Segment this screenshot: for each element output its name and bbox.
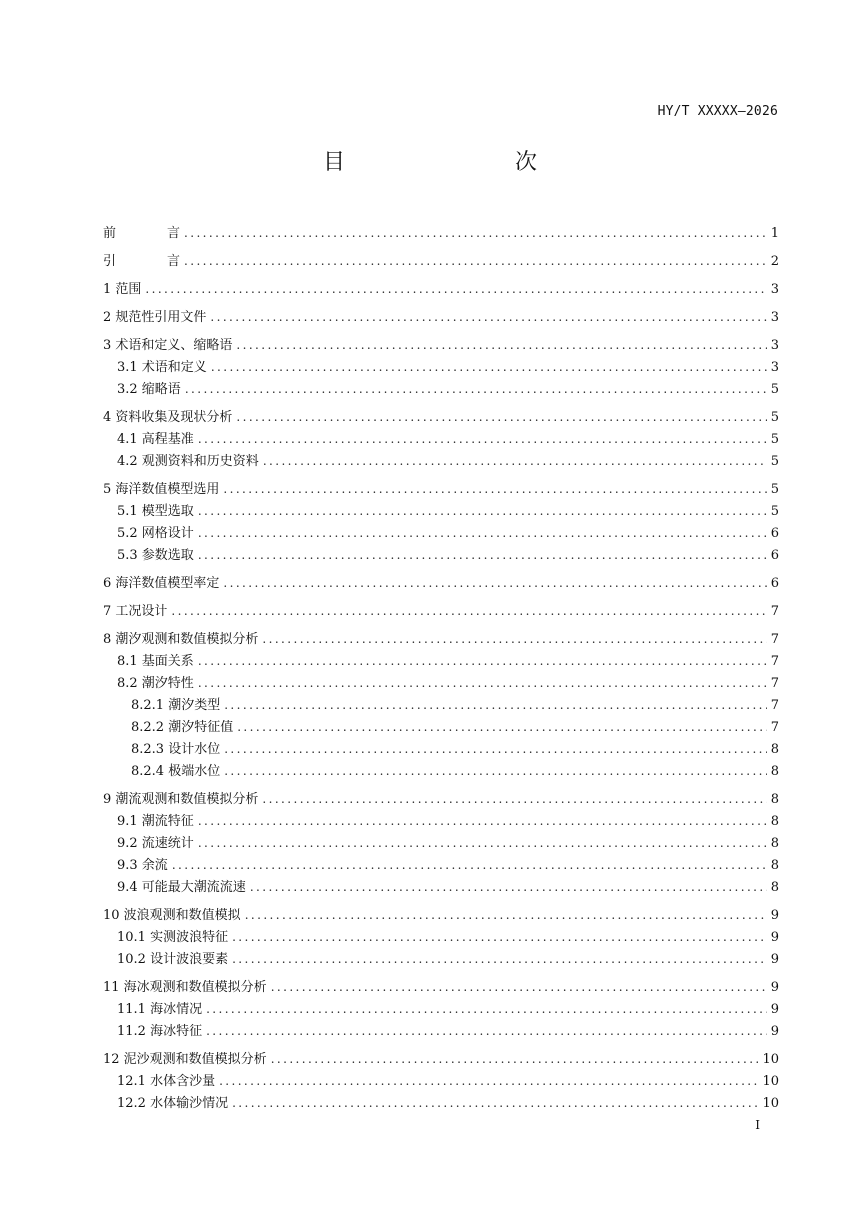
toc-entry[interactable] [103, 278, 779, 300]
toc-entry-page: 5 [770, 410, 779, 425]
dot-leader [223, 478, 766, 500]
dot-leader [223, 572, 766, 594]
toc-entry-label: 9 潮流观测和数值模拟分析 [103, 792, 259, 807]
toc-entry-label: 12 泥沙观测和数值模拟分析 [103, 1052, 267, 1067]
toc-entry[interactable] [103, 572, 779, 594]
toc-entry-page: 3 [770, 338, 779, 353]
toc-entry[interactable] [103, 854, 779, 876]
dot-leader [236, 334, 766, 356]
dot-leader [250, 876, 767, 898]
toc-entry-page: 5 [770, 432, 779, 447]
toc-entry-label: 11.1 海冰情况 [117, 1002, 203, 1017]
toc-entry-label: 11 海冰观测和数值模拟分析 [103, 980, 267, 995]
toc-entry-label: 5.1 模型选取 [117, 504, 194, 519]
toc-entry-page: 9 [770, 952, 779, 967]
dot-leader [232, 926, 767, 948]
toc-entry[interactable] [103, 1092, 779, 1114]
toc-entry[interactable] [103, 876, 779, 898]
toc-entry-label: 9.4 可能最大潮流流速 [117, 880, 246, 895]
toc-entry[interactable] [103, 356, 779, 378]
table-of-contents [103, 222, 779, 1114]
dot-leader [145, 278, 766, 300]
toc-entry-page: 8 [770, 836, 779, 851]
toc-entry[interactable] [103, 500, 779, 522]
toc-entry[interactable] [103, 694, 779, 716]
toc-entry[interactable] [103, 628, 779, 650]
toc-entry[interactable] [103, 672, 779, 694]
toc-entry-page: 3 [770, 360, 779, 375]
dot-leader [236, 406, 766, 428]
toc-entry-label: 2 规范性引用文件 [103, 310, 207, 325]
toc-entry-label: 12.2 水体输沙情况 [117, 1096, 229, 1111]
toc-entry-label: 8.2.4 极端水位 [131, 764, 221, 779]
toc-entry-page: 9 [770, 908, 779, 923]
toc-entry[interactable] [103, 1020, 779, 1042]
toc-entry[interactable] [103, 738, 779, 760]
document-code: HY/T XXXXX—2026 [657, 104, 778, 119]
toc-entry-label: 9.1 潮流特征 [117, 814, 194, 829]
toc-entry-label: 9.3 余流 [117, 858, 168, 873]
toc-entry-page: 8 [770, 742, 779, 757]
toc-entry-page: 5 [770, 504, 779, 519]
toc-entry-label-part: 引 [103, 254, 117, 269]
toc-entry[interactable] [103, 378, 779, 400]
toc-entry-label: 6 海洋数值模型率定 [103, 576, 220, 591]
toc-entry-page: 3 [770, 282, 779, 297]
toc-entry[interactable] [103, 406, 779, 428]
toc-entry-label [103, 251, 180, 273]
toc-entry-page: 1 [770, 226, 779, 241]
toc-entry[interactable] [103, 306, 779, 328]
dot-leader [184, 222, 767, 244]
dot-leader [232, 1092, 758, 1114]
dot-leader [206, 1020, 767, 1042]
toc-entry[interactable] [103, 428, 779, 450]
toc-entry-label: 10.1 实测波浪特征 [117, 930, 229, 945]
toc-entry[interactable] [103, 650, 779, 672]
toc-entry[interactable] [103, 998, 779, 1020]
toc-entry-page: 6 [770, 548, 779, 563]
toc-entry[interactable] [103, 810, 779, 832]
toc-entry[interactable] [103, 716, 779, 738]
page-number: I [755, 1118, 760, 1132]
toc-entry[interactable] [103, 926, 779, 948]
toc-entry-page: 7 [770, 698, 779, 713]
dot-leader [245, 904, 767, 926]
dot-leader [219, 1070, 758, 1092]
dot-leader [224, 738, 767, 760]
toc-entry[interactable] [103, 976, 779, 998]
toc-entry[interactable] [103, 544, 779, 566]
toc-entry-label: 8.2.1 潮汐类型 [131, 698, 221, 713]
toc-entry-page: 7 [770, 720, 779, 735]
toc-entry-label: 9.2 流速统计 [117, 836, 194, 851]
toc-entry-page: 9 [770, 1002, 779, 1017]
toc-entry-page: 3 [770, 310, 779, 325]
toc-entry-page: 8 [770, 814, 779, 829]
dot-leader [262, 628, 766, 650]
toc-entry-page: 10 [762, 1096, 779, 1111]
toc-entry-label: 5 海洋数值模型选用 [103, 482, 220, 497]
dot-leader [271, 1048, 759, 1070]
toc-entry-label: 8.2.3 设计水位 [131, 742, 221, 757]
dot-leader [210, 306, 766, 328]
dot-leader [198, 832, 767, 854]
dot-leader [184, 250, 767, 272]
toc-entry-label: 4.1 高程基准 [117, 432, 194, 447]
toc-entry-page: 10 [762, 1074, 779, 1089]
toc-entry-page: 7 [770, 654, 779, 669]
toc-entry[interactable] [103, 600, 779, 622]
toc-entry-page: 9 [770, 980, 779, 995]
toc-entry-page: 5 [770, 382, 779, 397]
toc-entry-label: 10 波浪观测和数值模拟 [103, 908, 241, 923]
toc-entry[interactable] [103, 334, 779, 356]
dot-leader [263, 450, 767, 472]
dot-leader [198, 522, 767, 544]
dot-leader [237, 716, 767, 738]
toc-entry-label-part: 言 [167, 226, 181, 241]
toc-entry-label: 11.2 海冰特征 [117, 1024, 203, 1039]
dot-leader [224, 760, 767, 782]
toc-entry[interactable] [103, 948, 779, 970]
toc-entry[interactable] [103, 478, 779, 500]
toc-entry-page: 9 [770, 1024, 779, 1039]
toc-entry-page: 2 [770, 254, 779, 269]
dot-leader [211, 356, 767, 378]
toc-entry-page: 7 [770, 676, 779, 691]
toc-entry[interactable] [103, 450, 779, 472]
toc-entry-label: 10.2 设计波浪要素 [117, 952, 229, 967]
toc-entry[interactable] [103, 222, 779, 244]
toc-entry-page: 7 [770, 604, 779, 619]
toc-entry-label: 3.1 术语和定义 [117, 360, 207, 375]
toc-entry-label: 8.2.2 潮汐特征值 [131, 720, 234, 735]
toc-entry-label-part: 前 [103, 226, 117, 241]
toc-entry-label: 8 潮汐观测和数值模拟分析 [103, 632, 259, 647]
dot-leader [224, 694, 767, 716]
dot-leader [198, 500, 767, 522]
toc-entry-label: 12.1 水体含沙量 [117, 1074, 216, 1089]
dot-leader [198, 428, 767, 450]
dot-leader [198, 544, 767, 566]
toc-entry-label: 4.2 观测资料和历史资料 [117, 454, 259, 469]
toc-entry[interactable] [103, 250, 779, 272]
toc-entry-page: 6 [770, 576, 779, 591]
toc-entry-label: 8.1 基面关系 [117, 654, 194, 669]
toc-entry-page: 7 [770, 632, 779, 647]
toc-entry-label: 5.3 参数选取 [117, 548, 194, 563]
toc-entry-page: 8 [770, 792, 779, 807]
toc-entry-label: 4 资料收集及现状分析 [103, 410, 233, 425]
dot-leader [198, 810, 767, 832]
toc-entry[interactable] [103, 522, 779, 544]
toc-entry[interactable] [103, 760, 779, 782]
toc-entry-label: 3.2 缩略语 [117, 382, 181, 397]
dot-leader [172, 854, 767, 876]
toc-entry-label [103, 223, 180, 245]
toc-entry-label: 3 术语和定义、缩略语 [103, 338, 233, 353]
toc-entry-page: 5 [770, 454, 779, 469]
toc-entry[interactable] [103, 904, 779, 926]
dot-leader [185, 378, 767, 400]
toc-entry-label-part: 言 [167, 254, 181, 269]
toc-entry-page: 8 [770, 764, 779, 779]
toc-entry-label: 7 工况设计 [103, 604, 168, 619]
toc-entry[interactable] [103, 1048, 779, 1070]
dot-leader [198, 672, 767, 694]
toc-entry-label: 8.2 潮汐特性 [117, 676, 194, 691]
toc-entry[interactable] [103, 832, 779, 854]
toc-entry-label: 1 范围 [103, 282, 142, 297]
toc-entry-page: 8 [770, 858, 779, 873]
toc-entry[interactable] [103, 788, 779, 810]
dot-leader [271, 976, 767, 998]
dot-leader [198, 650, 767, 672]
toc-entry-page: 8 [770, 880, 779, 895]
toc-entry-page: 10 [762, 1052, 779, 1067]
dot-leader [232, 948, 767, 970]
dot-leader [206, 998, 767, 1020]
toc-entry-page: 9 [770, 930, 779, 945]
toc-title: 目 次 [322, 150, 579, 175]
dot-leader [262, 788, 766, 810]
toc-entry-label: 5.2 网格设计 [117, 526, 194, 541]
toc-entry-page: 6 [770, 526, 779, 541]
toc-entry-page: 5 [770, 482, 779, 497]
toc-entry[interactable] [103, 1070, 779, 1092]
dot-leader [171, 600, 766, 622]
